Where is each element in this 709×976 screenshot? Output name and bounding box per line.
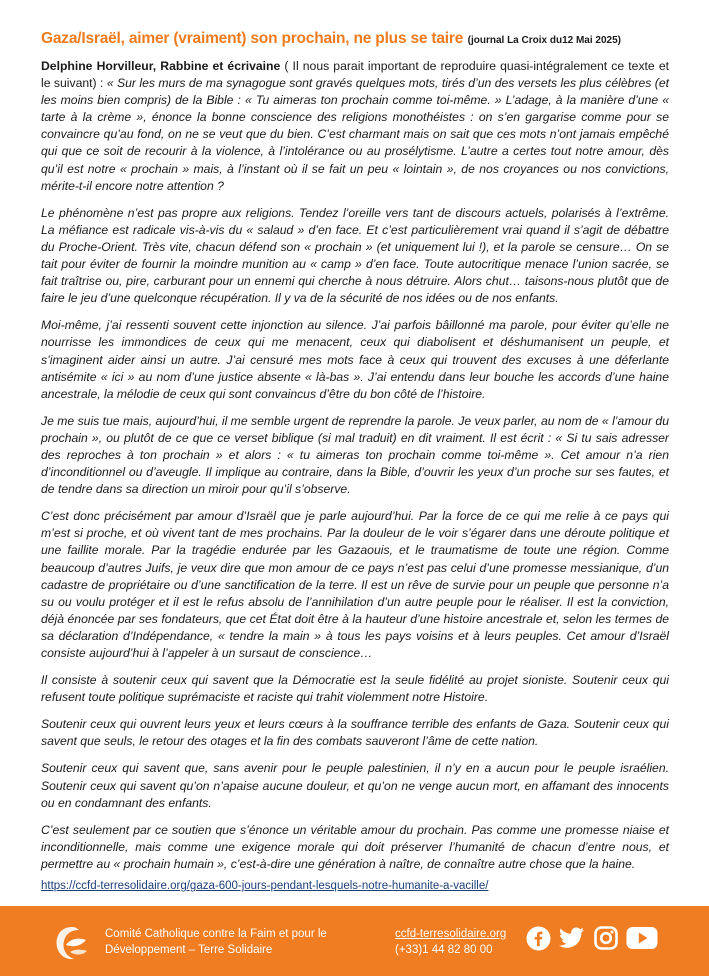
footer-band xyxy=(0,906,709,976)
paragraph-1 xyxy=(41,58,669,195)
paragraph-text: « Sur les murs de ma synagogue sont gravés quelques mots, tirés d’un des versets les plus célèbres (et les moins bien compris) de la Bible : « Tu aimeras ton prochain comme toi-même. » L’adage, à la manière d’une « tarte à la crème », énonce la bonne conscience des religions monothéistes : on s’en gargarise comme pour se convaincre qu’au fond, on ne se veut que du bien. C’est charmant mais on sait que ces mots n’ont jamais empêché qui que ce soit de recourir à la violence, à l’intolérance ou au prosélytisme. L’autre a certes tout notre amour, dès qu’il est notre « prochain » mais, à l’instant où il se fait un peu « lointain », de nos croyances ou nos convictions, mérite-t-il encore notre attention ? xyxy=(41,76,669,193)
source-link[interactable]: https://ccfd-terresolidaire.org/gaza-600-jours-pendant-lesquels-notre-humanite-a-vacille/ xyxy=(41,880,489,893)
organization-name xyxy=(105,926,327,958)
paragraph-3: Moi-même, j’ai ressenti souvent cette injonction au silence. J’ai parfois bâillonné ma parole, pour éviter qu’elle ne nourrisse les immondices de ceux qui me menacent, ceux qui diabolisent et déshumanisent un peuple, et s’imaginent aider ainsi un autre. J’ai censuré mes mots face à ceux qui trouvent des excuses à une déferlante antisémite « ici » au nom d’une justice absente « là-bas ». J’ai entendu dans leur bouche les accords d’une haine ancestrale, la mélodie de ceux qui sont convaincus d’être du bon côté de l’histoire. xyxy=(41,318,669,401)
instagram-icon[interactable] xyxy=(594,926,618,954)
article-header xyxy=(41,30,669,50)
org-line-2: Développement – Terre Solidaire xyxy=(105,944,273,956)
intro-note: ( Il nous parait important de reproduire quasi-intégralement ce texte et le suivant) : xyxy=(41,59,669,91)
paragraph-2: Le phénomène n’est pas propre aux religions. Tendez l’oreille vers tant de discours actuels, polarisés à l’extrême. La méfiance est radicale vis-à-vis du « salaud » d’en face. Et c’est particulièrement vrai quand il s’agit de débattre du Proche-Orient. Très vite, chacun défend son « prochain » (et uniquement lui !), et la parole se censure… On se tait pour éviter de fournir la moindre munition au « camp » d’en face. Toute autocritique menace l’union sacrée, se fait traîtrise ou, pire, carburant pour un ennemi qui cherche à nous détruire. Alors chut… taisons-nous plutôt que de faire le jeu d’une quelconque récupération. Il y va de la sécurité de nos idées ou de nos enfants. xyxy=(41,205,669,306)
author-name: Delphine Horvilleur, Rabbine et écrivaine xyxy=(41,59,281,73)
paragraph-8: Soutenir ceux qui savent que, sans avenir pour le peuple palestinien, il n’y en a aucun pour le peuple israélien. Soutenir ceux qui savent qu’on n’apaise aucune douleur, et qu’on ne venge aucun mort, en affamant des innocents ou en condamnant des enfants. xyxy=(41,761,669,810)
paragraph-9: C’est seulement par ce soutien que s’énonce un véritable amour du prochain. Pas comme une promesse niaise et inconditionnelle, mais comme une exigence morale qui doit préserver l’humanité de chacun d’entre nous, et permettre au « prochain humain », c’est-à-dire une génération à naître, de connaître autre chose que la haine. xyxy=(41,822,669,871)
twitter-icon[interactable] xyxy=(558,926,585,954)
facebook-icon[interactable] xyxy=(526,926,551,954)
paragraph-7: Soutenir ceux qui ouvrent leurs yeux et leurs cœurs à la souffrance terrible des enfants de Gaza. Soutenir ceux qui savent que seuls, le retour des otages et la fin des combats sauveront l’âme de cette nation. xyxy=(41,717,669,749)
article-title: Gaza/Israël, aimer (vraiment) son prochain, ne plus se taire xyxy=(41,30,464,47)
paragraph-5: C’est donc précisément par amour d’Israël que je parle aujourd’hui. Par la force de ce qui me relie à ce pays qui m’est si proche, et où vivent tant de mes prochains. Par la douleur de le voir s’égarer dans une déroute politique et une faillite morale. Par la tragédie endurée par les Gazaouis, et le traumatisme de toute une région. Comme beaucoup d’autres Juifs, je veux dire que mon amour de ce pays n’est pas celui d’une promesse messianique, d’un cadastre de propriétaire ou d’une sanctification de la terre. Il est un rêve de survie pour un peuple que personne n’a su ou voulu protéger et il est le refus absolu de l’annihilation d’un autre peuple pour le réaliser. Il est la conviction, déjà énoncée par ses fondateurs, que cet État doit être à la hauteur d’une histoire ancestrale et, selon les termes de sa déclaration d’Indépendance, « tendre la main » à tous les pays voisins et à leurs peuples. Cet amour d’Israël consiste aujourd’hui à l’appeler à un sursaut de conscience… xyxy=(41,509,669,660)
ccfd-logo-icon xyxy=(52,923,92,963)
article-source: (journal La Croix du12 Mai 2025) xyxy=(467,35,621,46)
paragraph-6: Il consiste à soutenir ceux qui savent que la Démocratie est la seule fidélité au projet sioniste. Soutenir ceux qui refusent toute politique suprémaciste et raciste qui trahit violemment notre Histoire. xyxy=(41,673,669,705)
contact-info xyxy=(395,926,506,958)
phone-number: (+33)1 44 82 80 00 xyxy=(395,944,493,956)
website-link[interactable]: ccfd-terresolidaire.org xyxy=(395,928,507,940)
youtube-icon[interactable] xyxy=(626,926,658,954)
paragraph-4: Je me suis tue mais, aujourd’hui, il me semble urgent de reprendre la parole. Je veux parler, au nom de « l’amour du prochain », ou plutôt de ce que ce verset biblique (si mal traduit) en dit vraiment. Il est écrit : « Si tu sais adresser des reproches à ton prochain » et alors : « tu aimeras ton prochain comme toi-même ». Cet amour n’a rien d’inconditionnel ou d’aveugle. Il implique au contraire, dans la Bible, d’ouvrir les yeux d’un proche sur ses fautes, et de tendre dans sa direction un miroir pour qu’il s’observe. xyxy=(41,413,669,497)
article xyxy=(41,30,669,894)
org-line-1: Comité Catholique contre la Faim et pour le xyxy=(105,928,327,940)
